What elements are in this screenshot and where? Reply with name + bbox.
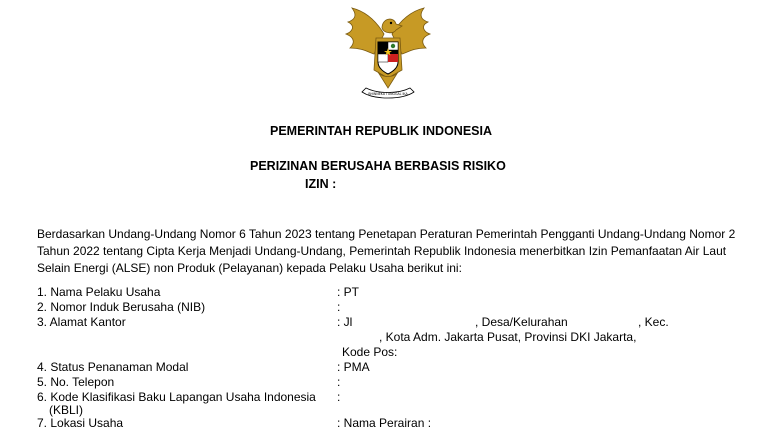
field-phone-label: 5. No. Telepon bbox=[37, 375, 115, 389]
field-office-address-village: , Desa/Kelurahan bbox=[475, 315, 568, 329]
permit-label: IZIN : bbox=[305, 177, 337, 191]
field-kbli-label-line-1: 6. Kode Klasifikasi Baku Lapangan Usaha Indonesia bbox=[37, 390, 316, 404]
field-business-name-label: 1. Nama Pelaku Usaha bbox=[37, 285, 161, 299]
svg-text:BHINNEKA TUNGGAL IKA: BHINNEKA TUNGGAL IKA bbox=[368, 92, 408, 96]
field-phone-value: : bbox=[337, 375, 341, 389]
field-location-value: : Nama Perairan : bbox=[337, 416, 432, 430]
document-type-title: PERIZINAN BERUSAHA BERBASIS RISIKO bbox=[250, 159, 506, 173]
field-business-name-value: : PT bbox=[337, 285, 360, 299]
intro-line-3: Selain Energi (ALSE) non Produk (Pelayanan) kepada Pelaku Usaha berikut ini: bbox=[37, 261, 462, 275]
intro-paragraph bbox=[37, 226, 737, 277]
field-office-address-postcode: Kode Pos: bbox=[342, 345, 398, 359]
government-title: PEMERINTAH REPUBLIK INDONESIA bbox=[270, 124, 493, 138]
field-kbli-label-line-2: (KBLI) bbox=[49, 403, 84, 417]
field-nib-value: : bbox=[337, 300, 341, 314]
field-investment-status-value: : PMA bbox=[337, 360, 370, 374]
intro-line-1: Berdasarkan Undang-Undang Nomor 6 Tahun 2023 tentang Penetapan Peraturan Pemerintah Pengganti Undang-Undang Nomor 2 bbox=[37, 227, 736, 241]
field-office-address-district: , Kec. bbox=[638, 315, 669, 329]
field-office-address-city: , Kota Adm. Jakarta Pusat, Provinsi DKI Jakarta, bbox=[379, 330, 637, 344]
field-office-address-street: : Jl bbox=[337, 315, 353, 329]
field-location-label: 7. Lokasi Usaha bbox=[37, 416, 124, 430]
intro-line-2: Tahun 2022 tentang Cipta Kerja Menjadi Undang-Undang, Pemerintah Republik Indonesia menerbitkan Izin Pemanfaatan Air Laut bbox=[37, 244, 727, 258]
garuda-emblem bbox=[338, 4, 438, 104]
field-kbli-value: : bbox=[337, 390, 341, 404]
field-investment-status-label: 4. Status Penanaman Modal bbox=[37, 360, 189, 374]
field-nib-label: 2. Nomor Induk Berusaha (NIB) bbox=[37, 300, 206, 314]
field-office-address-label: 3. Alamat Kantor bbox=[37, 315, 126, 329]
